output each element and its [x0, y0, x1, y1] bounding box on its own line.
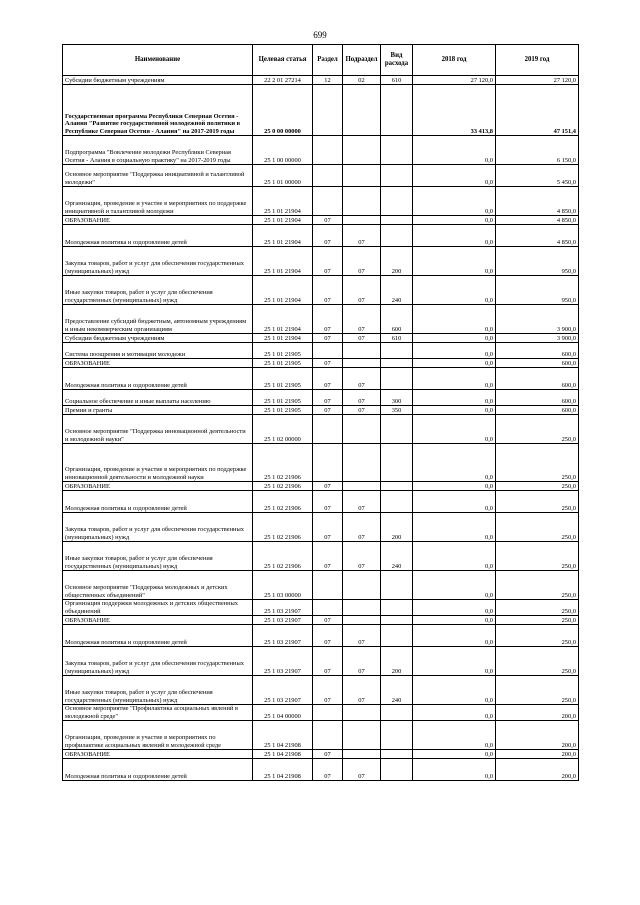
row-subsection: 07 — [343, 759, 381, 781]
header-name: Наименование — [63, 45, 253, 76]
row-code: 22 2 01 27214 — [253, 76, 313, 85]
row-expense-type — [381, 165, 413, 187]
row-expense-type — [381, 705, 413, 721]
row-name: Премии и гранты — [63, 406, 253, 415]
row-code: 25 1 03 21907 — [253, 676, 313, 705]
row-2018: 0,0 — [413, 444, 496, 482]
row-expense-type: 610 — [381, 76, 413, 85]
row-subsection — [343, 136, 381, 165]
row-2018: 0,0 — [413, 406, 496, 415]
table-row — [63, 165, 579, 187]
row-code: 25 1 04 00000 — [253, 705, 313, 721]
table-row — [63, 513, 579, 542]
row-section: 07 — [313, 647, 343, 676]
row-code: 25 1 01 21905 — [253, 343, 313, 359]
row-2018: 0,0 — [413, 616, 496, 625]
row-expense-type: 240 — [381, 676, 413, 705]
row-2019: 950,0 — [496, 276, 579, 305]
row-subsection: 07 — [343, 491, 381, 513]
row-name: Закупка товаров, работ и услуг для обеспечения государственных (муниципальных) нужд — [63, 647, 253, 676]
row-section — [313, 165, 343, 187]
row-2019: 6 150,0 — [496, 136, 579, 165]
row-subsection: 07 — [343, 390, 381, 406]
row-2018: 0,0 — [413, 491, 496, 513]
row-2018: 0,0 — [413, 750, 496, 759]
row-2019: 3 900,0 — [496, 334, 579, 343]
row-expense-type — [381, 359, 413, 368]
row-expense-type — [381, 136, 413, 165]
header-section: Раздел — [313, 45, 343, 76]
page-number: 699 — [313, 30, 327, 40]
row-2019: 4 850,0 — [496, 225, 579, 247]
row-code: 25 1 00 00000 — [253, 136, 313, 165]
table-row — [63, 247, 579, 276]
table-row — [63, 334, 579, 343]
row-subsection — [343, 705, 381, 721]
row-code: 25 1 01 21904 — [253, 305, 313, 334]
row-name: Молодежная политика и оздоровление детей — [63, 368, 253, 390]
row-subsection — [343, 216, 381, 225]
row-code: 25 1 03 21907 — [253, 647, 313, 676]
row-subsection — [343, 721, 381, 750]
row-2019: 250,0 — [496, 491, 579, 513]
row-section: 07 — [313, 542, 343, 571]
row-section: 07 — [313, 513, 343, 542]
row-2018: 0,0 — [413, 247, 496, 276]
row-section: 07 — [313, 334, 343, 343]
row-2019: 600,0 — [496, 343, 579, 359]
row-name: Государственная программа Республики Северная Осетия - Алания "Развитие государственной молодежной политики в Республике Северная Осетия - Алания" на 2017-2019 годы — [63, 85, 253, 136]
table-row — [63, 305, 579, 334]
table-row — [63, 571, 579, 600]
row-2018: 0,0 — [413, 165, 496, 187]
row-code: 25 1 02 21906 — [253, 542, 313, 571]
row-name: ОБРАЗОВАНИЕ — [63, 482, 253, 491]
row-expense-type: 600 — [381, 305, 413, 334]
row-2019: 600,0 — [496, 390, 579, 406]
row-subsection: 07 — [343, 247, 381, 276]
row-section — [313, 343, 343, 359]
row-section: 07 — [313, 390, 343, 406]
row-code: 25 1 01 21905 — [253, 359, 313, 368]
header-2019: 2019 год — [496, 45, 579, 76]
row-subsection — [343, 616, 381, 625]
table-row — [63, 343, 579, 359]
row-name: ОБРАЗОВАНИЕ — [63, 616, 253, 625]
row-2018: 0,0 — [413, 513, 496, 542]
row-subsection: 07 — [343, 406, 381, 415]
row-2019: 950,0 — [496, 247, 579, 276]
row-subsection: 02 — [343, 76, 381, 85]
table-row — [63, 225, 579, 247]
row-2019: 600,0 — [496, 406, 579, 415]
table-row — [63, 616, 579, 625]
row-expense-type — [381, 721, 413, 750]
row-expense-type: 300 — [381, 390, 413, 406]
row-code: 25 1 02 00000 — [253, 415, 313, 444]
row-name: Закупка товаров, работ и услуг для обеспечения государственных (муниципальных) нужд — [63, 247, 253, 276]
row-expense-type — [381, 85, 413, 136]
row-2018: 0,0 — [413, 359, 496, 368]
row-expense-type — [381, 368, 413, 390]
row-name: Субсидии бюджетным учреждениям — [63, 334, 253, 343]
row-name: Социальное обеспечение и иные выплаты населению — [63, 390, 253, 406]
row-2018: 0,0 — [413, 759, 496, 781]
row-section — [313, 85, 343, 136]
row-name: Система поощрения и мотивации молодежи — [63, 343, 253, 359]
row-section: 07 — [313, 305, 343, 334]
row-subsection: 07 — [343, 368, 381, 390]
row-section — [313, 721, 343, 750]
row-2018: 0,0 — [413, 305, 496, 334]
row-2018: 0,0 — [413, 136, 496, 165]
table-row — [63, 721, 579, 750]
row-subsection — [343, 165, 381, 187]
row-expense-type: 610 — [381, 334, 413, 343]
row-expense-type — [381, 625, 413, 647]
row-subsection — [343, 415, 381, 444]
table-row — [63, 676, 579, 705]
row-expense-type — [381, 750, 413, 759]
table-row — [63, 406, 579, 415]
table-header-row — [63, 45, 579, 76]
row-subsection — [343, 359, 381, 368]
table-row — [63, 600, 579, 616]
row-2019: 600,0 — [496, 359, 579, 368]
row-name: Иные закупки товаров, работ и услуг для обеспечения государственных (муниципальных) нужд — [63, 676, 253, 705]
row-subsection: 07 — [343, 676, 381, 705]
row-name: Организация, проведение и участие в мероприятиях по профилактике асоциальных явлений в молодежной среде — [63, 721, 253, 750]
row-2019: 4 850,0 — [496, 187, 579, 216]
row-section — [313, 571, 343, 600]
row-code: 25 1 01 21904 — [253, 276, 313, 305]
row-subsection: 07 — [343, 647, 381, 676]
row-2018: 27 120,0 — [413, 76, 496, 85]
table-row — [63, 85, 579, 136]
row-code: 25 1 01 21904 — [253, 216, 313, 225]
row-2018: 0,0 — [413, 415, 496, 444]
row-subsection: 07 — [343, 276, 381, 305]
row-code: 25 1 04 21908 — [253, 759, 313, 781]
row-name: ОБРАЗОВАНИЕ — [63, 216, 253, 225]
table-row — [63, 482, 579, 491]
row-section: 07 — [313, 491, 343, 513]
row-2018: 0,0 — [413, 368, 496, 390]
table-row — [63, 542, 579, 571]
row-section: 07 — [313, 216, 343, 225]
row-name: Организация поддержки молодежных и детских общественных объединений — [63, 600, 253, 616]
row-2019: 200,0 — [496, 721, 579, 750]
table-row — [63, 491, 579, 513]
row-expense-type: 200 — [381, 647, 413, 676]
row-subsection — [343, 600, 381, 616]
row-code: 25 1 02 21906 — [253, 491, 313, 513]
row-code: 25 1 02 21906 — [253, 513, 313, 542]
row-name: Иные закупки товаров, работ и услуг для обеспечения государственных (муниципальных) нужд — [63, 542, 253, 571]
row-name: ОБРАЗОВАНИЕ — [63, 750, 253, 759]
row-2018: 0,0 — [413, 482, 496, 491]
row-2019: 47 151,4 — [496, 85, 579, 136]
row-2018: 0,0 — [413, 343, 496, 359]
row-subsection: 07 — [343, 542, 381, 571]
row-2019: 200,0 — [496, 705, 579, 721]
row-subsection — [343, 187, 381, 216]
table-row — [63, 759, 579, 781]
row-code: 25 1 01 21905 — [253, 390, 313, 406]
table-row — [63, 625, 579, 647]
row-name: Предоставление субсидий бюджетным, автономным учреждениям и иным некоммерческим организациям — [63, 305, 253, 334]
row-subsection: 07 — [343, 225, 381, 247]
row-2018: 0,0 — [413, 276, 496, 305]
row-subsection: 07 — [343, 513, 381, 542]
row-code: 25 0 00 00000 — [253, 85, 313, 136]
row-2018: 0,0 — [413, 216, 496, 225]
row-expense-type: 240 — [381, 276, 413, 305]
row-name: Организация, проведение и участие в мероприятиях по поддержке инновационной деятельности и молодежной науки — [63, 444, 253, 482]
row-2019: 250,0 — [496, 616, 579, 625]
table-row — [63, 216, 579, 225]
row-expense-type — [381, 600, 413, 616]
row-2018: 0,0 — [413, 721, 496, 750]
row-section — [313, 187, 343, 216]
table-row — [63, 136, 579, 165]
row-expense-type — [381, 216, 413, 225]
table-row — [63, 647, 579, 676]
header-subsection: Подраздел — [343, 45, 381, 76]
row-code: 25 1 04 21908 — [253, 721, 313, 750]
row-subsection: 07 — [343, 305, 381, 334]
row-section: 07 — [313, 616, 343, 625]
row-2019: 250,0 — [496, 542, 579, 571]
row-section: 07 — [313, 276, 343, 305]
table-body — [63, 76, 579, 781]
row-section: 07 — [313, 676, 343, 705]
table-row — [63, 750, 579, 759]
row-section: 07 — [313, 759, 343, 781]
row-expense-type — [381, 343, 413, 359]
budget-table — [62, 44, 579, 781]
row-name: Закупка товаров, работ и услуг для обеспечения государственных (муниципальных) нужд — [63, 513, 253, 542]
table-row — [63, 276, 579, 305]
row-2018: 0,0 — [413, 187, 496, 216]
row-2018: 0,0 — [413, 625, 496, 647]
row-2018: 0,0 — [413, 705, 496, 721]
row-section — [313, 705, 343, 721]
row-2019: 200,0 — [496, 759, 579, 781]
row-expense-type — [381, 616, 413, 625]
table-row — [63, 187, 579, 216]
row-2018: 0,0 — [413, 676, 496, 705]
table-row — [63, 705, 579, 721]
table-row — [63, 415, 579, 444]
row-code: 25 1 01 21905 — [253, 406, 313, 415]
row-name: Подпрограмма "Вовлечение молодежи Республики Северная Осетия - Алания в социальную практику" на 2017-2019 годы — [63, 136, 253, 165]
row-name: Основное мероприятие "Профилактика асоциальных явлений в молодежной среде" — [63, 705, 253, 721]
row-subsection — [343, 750, 381, 759]
row-2019: 250,0 — [496, 647, 579, 676]
table-row — [63, 444, 579, 482]
row-2019: 250,0 — [496, 513, 579, 542]
table-row — [63, 368, 579, 390]
row-code: 25 1 01 21904 — [253, 187, 313, 216]
row-2018: 0,0 — [413, 571, 496, 600]
row-expense-type — [381, 444, 413, 482]
row-2018: 0,0 — [413, 647, 496, 676]
row-2019: 3 900,0 — [496, 305, 579, 334]
row-subsection: 07 — [343, 334, 381, 343]
table-row — [63, 390, 579, 406]
row-2019: 27 120,0 — [496, 76, 579, 85]
row-section: 07 — [313, 368, 343, 390]
row-expense-type: 350 — [381, 406, 413, 415]
row-2019: 600,0 — [496, 368, 579, 390]
row-code: 25 1 03 21907 — [253, 600, 313, 616]
row-2018: 0,0 — [413, 334, 496, 343]
row-2018: 0,0 — [413, 600, 496, 616]
row-name: Молодежная политика и оздоровление детей — [63, 491, 253, 513]
row-code: 25 1 01 00000 — [253, 165, 313, 187]
row-2019: 250,0 — [496, 625, 579, 647]
row-2018: 0,0 — [413, 390, 496, 406]
row-code: 25 1 03 00000 — [253, 571, 313, 600]
row-2019: 250,0 — [496, 571, 579, 600]
row-name: Основное мероприятие "Поддержка молодежных и детских общественных объединений" — [63, 571, 253, 600]
row-name: Молодежная политика и оздоровление детей — [63, 225, 253, 247]
row-2019: 250,0 — [496, 444, 579, 482]
row-section: 07 — [313, 225, 343, 247]
row-expense-type — [381, 225, 413, 247]
row-expense-type: 240 — [381, 542, 413, 571]
row-name: Иные закупки товаров, работ и услуг для обеспечения государственных (муниципальных) нужд — [63, 276, 253, 305]
row-name: Основное мероприятие "Поддержка инициативной и талантливой молодежи" — [63, 165, 253, 187]
row-code: 25 1 01 21904 — [253, 334, 313, 343]
row-subsection — [343, 444, 381, 482]
row-name: Молодежная политика и оздоровление детей — [63, 759, 253, 781]
row-expense-type — [381, 571, 413, 600]
row-code: 25 1 04 21908 — [253, 750, 313, 759]
row-subsection — [343, 482, 381, 491]
row-expense-type — [381, 415, 413, 444]
row-2019: 250,0 — [496, 415, 579, 444]
row-2019: 200,0 — [496, 750, 579, 759]
header-2018: 2018 год — [413, 45, 496, 76]
row-code: 25 1 03 21907 — [253, 625, 313, 647]
row-2018: 33 413,8 — [413, 85, 496, 136]
row-code: 25 1 02 21906 — [253, 482, 313, 491]
row-subsection — [343, 343, 381, 359]
row-expense-type — [381, 491, 413, 513]
row-code: 25 1 01 21904 — [253, 225, 313, 247]
row-section — [313, 600, 343, 616]
row-subsection — [343, 571, 381, 600]
row-name: Субсидии бюджетным учреждениям — [63, 76, 253, 85]
row-2019: 250,0 — [496, 600, 579, 616]
row-section — [313, 444, 343, 482]
row-expense-type: 200 — [381, 513, 413, 542]
row-2019: 5 450,0 — [496, 165, 579, 187]
row-code: 25 1 03 21907 — [253, 616, 313, 625]
row-subsection — [343, 85, 381, 136]
header-expense-type: Вид расхода — [381, 45, 413, 76]
header-code: Целевая статья — [253, 45, 313, 76]
row-2018: 0,0 — [413, 542, 496, 571]
row-2018: 0,0 — [413, 225, 496, 247]
row-2019: 4 850,0 — [496, 216, 579, 225]
row-section: 07 — [313, 625, 343, 647]
row-section: 07 — [313, 482, 343, 491]
row-section: 07 — [313, 750, 343, 759]
row-2019: 250,0 — [496, 676, 579, 705]
row-section — [313, 415, 343, 444]
row-expense-type — [381, 482, 413, 491]
row-2019: 250,0 — [496, 482, 579, 491]
row-name: Организация, проведение и участие в мероприятиях по поддержке инициативной и талантливой молодежи — [63, 187, 253, 216]
table-row — [63, 76, 579, 85]
row-code: 25 1 01 21905 — [253, 368, 313, 390]
row-expense-type — [381, 759, 413, 781]
row-code: 25 1 02 21906 — [253, 444, 313, 482]
row-section: 07 — [313, 247, 343, 276]
row-code: 25 1 01 21904 — [253, 247, 313, 276]
row-section — [313, 136, 343, 165]
row-subsection: 07 — [343, 625, 381, 647]
row-name: Молодежная политика и оздоровление детей — [63, 625, 253, 647]
row-name: ОБРАЗОВАНИЕ — [63, 359, 253, 368]
row-section: 12 — [313, 76, 343, 85]
row-section: 07 — [313, 406, 343, 415]
row-section: 07 — [313, 359, 343, 368]
table-row — [63, 359, 579, 368]
row-name: Основное мероприятие "Поддержка инновационной деятельности и молодежной науки" — [63, 415, 253, 444]
row-expense-type — [381, 187, 413, 216]
row-expense-type: 200 — [381, 247, 413, 276]
